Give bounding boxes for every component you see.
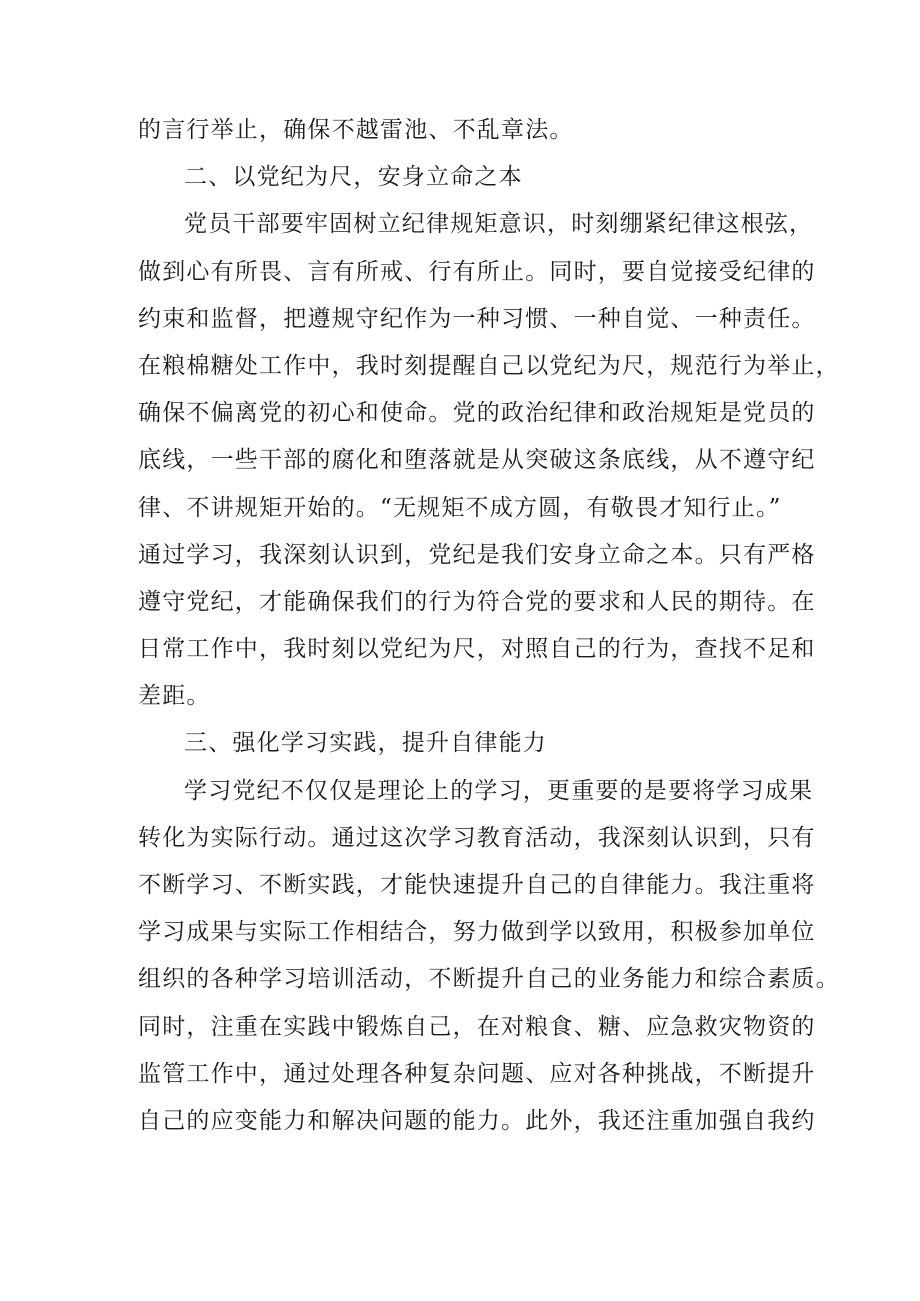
text-line: 不断学习、不断实践，才能快速提升自己的自律能力。我注重将 <box>138 872 816 898</box>
text-line: 遵守党纪，才能确保我们的行为符合党的要求和人民的期待。在 <box>138 588 816 615</box>
text-line: 党员干部要牢固树立纪律规矩意识，时刻绷紧纪律这根弦， <box>184 211 814 238</box>
section-heading: 二、以党纪为尺，安身立命之本 <box>184 164 523 191</box>
text-line: 确保不偏离党的初心和使命。党的政治纪律和政治规矩是党员的 <box>138 400 816 427</box>
section-heading: 三、强化学习实践，提升自律能力 <box>184 730 547 757</box>
text-line: 做到心有所畏、言有所戒、行有所止。同时，要自觉接受纪律的 <box>138 258 816 285</box>
text-line: 在粮棉糖处工作中，我时刻提醒自己以党纪为尺，规范行为举止， <box>138 352 840 379</box>
text-line: 组织的各种学习培训活动，不断提升自己的业务能力和综合素质。 <box>138 966 840 993</box>
text-line: 底线，一些干部的腐化和堕落就是从突破这条底线，从不遵守纪 <box>138 447 816 474</box>
text-line: 监管工作中，通过处理各种复杂问题、应对各种挑战，不断提升 <box>138 1060 816 1087</box>
text-line: 转化为实际行动。通过这次学习教育活动，我深刻认识到，只有 <box>138 824 816 851</box>
text-line: 约束和监督，把遵规守纪作为一种习惯、一种自觉、一种责任。 <box>138 305 816 332</box>
text-line: 日常工作中，我时刻以党纪为尺，对照自己的行为，查找不足和 <box>138 636 816 663</box>
text-line: 通过学习，我深刻认识到，党纪是我们安身立命之本。只有严格 <box>138 541 816 568</box>
text-line: 律、不讲规矩开始的。“无规矩不成方圆，有敬畏才知行止。” <box>138 494 782 521</box>
text-line: 学习成果与实际工作相结合，努力做到学以致用，积极参加单位 <box>138 919 816 946</box>
document-body <box>138 107 840 1145</box>
text-line: 差距。 <box>138 683 211 710</box>
text-line: 学习党纪不仅仅是理论上的学习，更重要的是要将学习成果 <box>184 777 814 804</box>
text-line: 的言行举止，确保不越雷池、不乱章法。 <box>138 117 574 143</box>
text-line: 自己的应变能力和解决问题的能力。此外，我还注重加强自我约 <box>138 1107 816 1134</box>
text-line: 同时，注重在实践中锻炼自己，在对粮食、糖、应急救灾物资的 <box>138 1013 816 1040</box>
